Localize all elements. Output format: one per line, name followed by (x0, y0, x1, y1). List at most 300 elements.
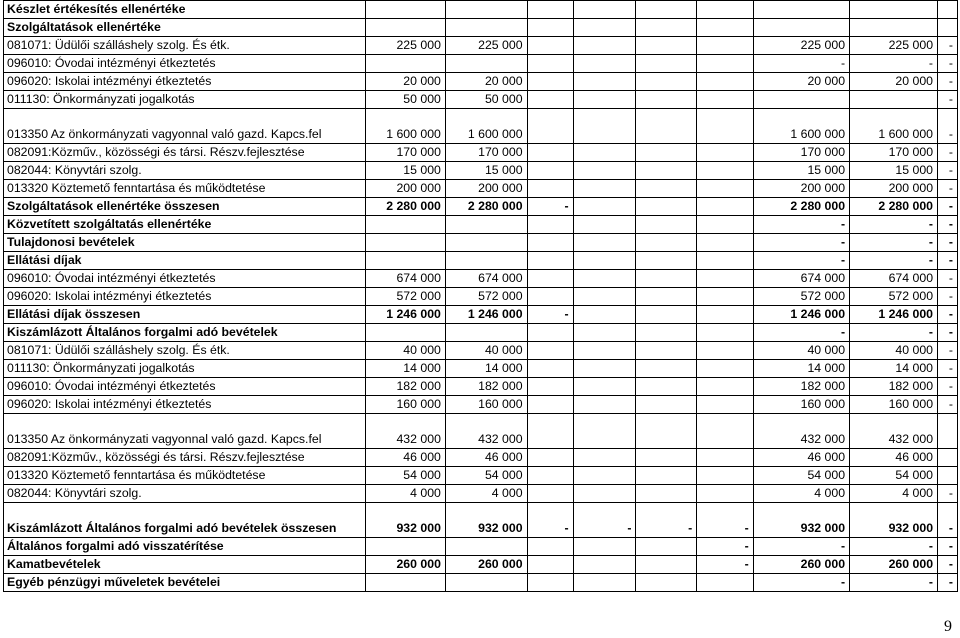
value-cell (697, 37, 754, 55)
value-cell: 40 000 (366, 342, 446, 360)
value-cell: - (938, 538, 958, 556)
value-cell: 200 000 (753, 180, 849, 198)
row-label: 081071: Üdülői szálláshely szolg. És étk. (4, 37, 366, 55)
value-cell: 572 000 (753, 288, 849, 306)
value-cell (697, 467, 754, 485)
value-cell: 260 000 (753, 556, 849, 574)
value-cell (697, 485, 754, 503)
value-cell: 14 000 (445, 360, 527, 378)
value-cell (573, 37, 636, 55)
value-cell: 674 000 (445, 270, 527, 288)
value-cell (697, 324, 754, 342)
value-cell (573, 556, 636, 574)
value-cell: 50 000 (366, 91, 446, 109)
value-cell: 20 000 (366, 73, 446, 91)
value-cell (636, 162, 697, 180)
table-row (4, 378, 958, 396)
table-row (4, 144, 958, 162)
value-cell: - (938, 55, 958, 73)
value-cell (697, 252, 754, 270)
value-cell: 260 000 (445, 556, 527, 574)
row-label: 096010: Óvodai intézményi étkeztetés (4, 378, 366, 396)
value-cell: - (527, 198, 573, 216)
value-cell (573, 55, 636, 73)
table-row (4, 162, 958, 180)
value-cell: 4 000 (366, 485, 446, 503)
value-cell (573, 144, 636, 162)
value-cell: - (938, 270, 958, 288)
value-cell: 200 000 (445, 180, 527, 198)
value-cell: - (938, 574, 958, 592)
value-cell: - (938, 180, 958, 198)
value-cell: - (938, 360, 958, 378)
value-cell: 54 000 (850, 467, 938, 485)
row-label: Kiszámlázott Általános forgalmi adó bevételek (4, 324, 366, 342)
row-label: 013350 Az önkormányzati vagyonnal való gazd. Kapcs.fel (4, 109, 366, 144)
value-cell (573, 1, 636, 19)
value-cell (527, 73, 573, 91)
value-cell: - (938, 198, 958, 216)
value-cell (573, 485, 636, 503)
row-label: 096010: Óvodai intézményi étkeztetés (4, 270, 366, 288)
value-cell (527, 378, 573, 396)
value-cell: - (938, 342, 958, 360)
value-cell (697, 270, 754, 288)
value-cell: - (850, 252, 938, 270)
table-row (4, 37, 958, 55)
table-row (4, 556, 958, 574)
table-row (4, 360, 958, 378)
value-cell (636, 234, 697, 252)
value-cell: - (938, 216, 958, 234)
value-cell: - (850, 55, 938, 73)
value-cell (573, 574, 636, 592)
value-cell: 432 000 (445, 414, 527, 449)
value-cell: 160 000 (366, 396, 446, 414)
value-cell: 160 000 (753, 396, 849, 414)
value-cell (636, 270, 697, 288)
value-cell: 432 000 (366, 414, 446, 449)
value-cell (573, 234, 636, 252)
value-cell: 182 000 (445, 378, 527, 396)
value-cell: - (938, 73, 958, 91)
value-cell: 2 280 000 (366, 198, 446, 216)
value-cell: - (938, 556, 958, 574)
value-cell (573, 252, 636, 270)
value-cell: 572 000 (445, 288, 527, 306)
value-cell: - (753, 252, 849, 270)
value-cell: 572 000 (850, 288, 938, 306)
value-cell: - (697, 503, 754, 538)
row-label: 013350 Az önkormányzati vagyonnal való gazd. Kapcs.fel (4, 414, 366, 449)
value-cell (445, 252, 527, 270)
row-label: Szolgáltatások ellenértéke összesen (4, 198, 366, 216)
value-cell (366, 252, 446, 270)
value-cell: - (636, 503, 697, 538)
value-cell (636, 144, 697, 162)
value-cell (636, 396, 697, 414)
value-cell (445, 324, 527, 342)
value-cell: - (753, 324, 849, 342)
table-row (4, 1, 958, 19)
value-cell: 932 000 (753, 503, 849, 538)
row-label: 082091:Közműv., közösségi és társi. Részv.fejlesztése (4, 449, 366, 467)
value-cell: 932 000 (366, 503, 446, 538)
value-cell: 4 000 (850, 485, 938, 503)
value-cell: - (573, 503, 636, 538)
row-label: 082091:Közműv., közösségi és társi. Részv.fejlesztése (4, 144, 366, 162)
value-cell (527, 396, 573, 414)
value-cell (697, 414, 754, 449)
value-cell: 170 000 (753, 144, 849, 162)
value-cell: 1 600 000 (753, 109, 849, 144)
value-cell (636, 252, 697, 270)
value-cell: 1 246 000 (445, 306, 527, 324)
value-cell (697, 342, 754, 360)
value-cell (636, 1, 697, 19)
value-cell (445, 19, 527, 37)
value-cell (850, 19, 938, 37)
value-cell: - (938, 396, 958, 414)
value-cell: - (753, 574, 849, 592)
value-cell: - (850, 538, 938, 556)
value-cell (938, 414, 958, 449)
value-cell: - (753, 234, 849, 252)
value-cell (636, 324, 697, 342)
value-cell (636, 198, 697, 216)
value-cell (527, 19, 573, 37)
value-cell: 572 000 (366, 288, 446, 306)
value-cell: 432 000 (753, 414, 849, 449)
value-cell (636, 467, 697, 485)
value-cell (366, 19, 446, 37)
value-cell: 54 000 (753, 467, 849, 485)
value-cell: 15 000 (753, 162, 849, 180)
value-cell: 14 000 (366, 360, 446, 378)
value-cell: 260 000 (850, 556, 938, 574)
value-cell (445, 55, 527, 73)
value-cell (636, 574, 697, 592)
value-cell: 160 000 (850, 396, 938, 414)
value-cell: - (938, 324, 958, 342)
value-cell (573, 91, 636, 109)
value-cell (636, 538, 697, 556)
value-cell (573, 180, 636, 198)
table-row (4, 485, 958, 503)
value-cell (636, 449, 697, 467)
value-cell (573, 198, 636, 216)
value-cell (527, 414, 573, 449)
value-cell (366, 234, 446, 252)
value-cell: - (938, 144, 958, 162)
value-cell: - (938, 288, 958, 306)
value-cell (573, 467, 636, 485)
value-cell: 225 000 (366, 37, 446, 55)
value-cell: 50 000 (445, 91, 527, 109)
value-cell (573, 360, 636, 378)
value-cell (636, 109, 697, 144)
value-cell: - (938, 252, 958, 270)
value-cell: 40 000 (850, 342, 938, 360)
value-cell: - (697, 556, 754, 574)
value-cell (697, 1, 754, 19)
value-cell: - (753, 216, 849, 234)
row-label: Kiszámlázott Általános forgalmi adó bevételek összesen (4, 503, 366, 538)
row-label: Készlet értékesítés ellenértéke (4, 1, 366, 19)
value-cell (445, 234, 527, 252)
value-cell: 160 000 (445, 396, 527, 414)
row-label: Tulajdonosi bevételek (4, 234, 366, 252)
value-cell: 1 246 000 (850, 306, 938, 324)
value-cell (938, 1, 958, 19)
table-row (4, 467, 958, 485)
value-cell (573, 396, 636, 414)
row-label: Kamatbevételek (4, 556, 366, 574)
value-cell (697, 449, 754, 467)
value-cell (636, 216, 697, 234)
value-cell (527, 342, 573, 360)
value-cell (697, 306, 754, 324)
value-cell (697, 19, 754, 37)
value-cell: 182 000 (850, 378, 938, 396)
value-cell (527, 162, 573, 180)
value-cell: - (697, 538, 754, 556)
value-cell (445, 574, 527, 592)
value-cell (527, 449, 573, 467)
table-row (4, 414, 958, 449)
value-cell: 40 000 (753, 342, 849, 360)
value-cell: 674 000 (366, 270, 446, 288)
value-cell (573, 306, 636, 324)
value-cell (697, 216, 754, 234)
value-cell (527, 324, 573, 342)
value-cell (636, 55, 697, 73)
value-cell (697, 396, 754, 414)
table-row (4, 538, 958, 556)
value-cell (573, 342, 636, 360)
value-cell: 182 000 (753, 378, 849, 396)
value-cell (938, 449, 958, 467)
value-cell: 225 000 (445, 37, 527, 55)
value-cell (527, 144, 573, 162)
table-row (4, 234, 958, 252)
value-cell: 1 600 000 (445, 109, 527, 144)
row-label: Közvetített szolgáltatás ellenértéke (4, 216, 366, 234)
value-cell: - (850, 324, 938, 342)
value-cell (850, 91, 938, 109)
value-cell: - (753, 55, 849, 73)
value-cell: - (938, 234, 958, 252)
table-row (4, 396, 958, 414)
value-cell (697, 574, 754, 592)
value-cell: - (938, 485, 958, 503)
value-cell: 20 000 (850, 73, 938, 91)
row-label: Ellátási díjak (4, 252, 366, 270)
value-cell (636, 378, 697, 396)
value-cell: 200 000 (850, 180, 938, 198)
value-cell (573, 270, 636, 288)
value-cell (366, 574, 446, 592)
value-cell (573, 216, 636, 234)
table-row (4, 288, 958, 306)
value-cell: - (938, 109, 958, 144)
value-cell (636, 360, 697, 378)
value-cell: 1 600 000 (366, 109, 446, 144)
table-row (4, 180, 958, 198)
value-cell: 2 280 000 (753, 198, 849, 216)
value-cell (636, 485, 697, 503)
value-cell: 46 000 (753, 449, 849, 467)
value-cell: 932 000 (445, 503, 527, 538)
value-cell (636, 414, 697, 449)
value-cell (636, 37, 697, 55)
value-cell (527, 1, 573, 19)
value-cell (527, 485, 573, 503)
value-cell: 46 000 (850, 449, 938, 467)
value-cell (366, 1, 446, 19)
value-cell: 674 000 (850, 270, 938, 288)
value-cell: 20 000 (753, 73, 849, 91)
table-row (4, 73, 958, 91)
table-row (4, 342, 958, 360)
value-cell: 14 000 (753, 360, 849, 378)
value-cell (753, 1, 849, 19)
value-cell (697, 234, 754, 252)
value-cell (697, 55, 754, 73)
value-cell: 182 000 (366, 378, 446, 396)
row-label: Általános forgalmi adó visszatérítése (4, 538, 366, 556)
value-cell: 1 246 000 (753, 306, 849, 324)
row-label: Ellátási díjak összesen (4, 306, 366, 324)
value-cell (636, 180, 697, 198)
row-label: 082044: Könyvtári szolg. (4, 162, 366, 180)
value-cell: 54 000 (366, 467, 446, 485)
value-cell (573, 19, 636, 37)
table-row (4, 91, 958, 109)
value-cell (636, 306, 697, 324)
value-cell (697, 360, 754, 378)
value-cell (366, 55, 446, 73)
value-cell (366, 324, 446, 342)
value-cell (573, 288, 636, 306)
value-cell (753, 19, 849, 37)
value-cell (938, 467, 958, 485)
value-cell: 1 246 000 (366, 306, 446, 324)
value-cell: - (938, 162, 958, 180)
table-row (4, 449, 958, 467)
row-label: 096010: Óvodai intézményi étkeztetés (4, 55, 366, 73)
row-label: 011130: Önkormányzati jogalkotás (4, 91, 366, 109)
value-cell: - (938, 91, 958, 109)
value-cell (636, 342, 697, 360)
table-row (4, 503, 958, 538)
value-cell (527, 556, 573, 574)
value-cell (445, 538, 527, 556)
value-cell (573, 109, 636, 144)
budget-table (3, 0, 958, 592)
value-cell: - (850, 574, 938, 592)
value-cell: 170 000 (445, 144, 527, 162)
value-cell (697, 180, 754, 198)
value-cell (527, 538, 573, 556)
value-cell: 40 000 (445, 342, 527, 360)
value-cell (938, 19, 958, 37)
value-cell (366, 538, 446, 556)
value-cell (573, 414, 636, 449)
value-cell: 54 000 (445, 467, 527, 485)
value-cell (636, 91, 697, 109)
table-row (4, 55, 958, 73)
value-cell (697, 162, 754, 180)
value-cell (527, 55, 573, 73)
table-row (4, 574, 958, 592)
value-cell: 432 000 (850, 414, 938, 449)
table-row (4, 198, 958, 216)
value-cell: - (938, 306, 958, 324)
row-label: 096020: Iskolai intézményi étkeztetés (4, 288, 366, 306)
value-cell: 46 000 (445, 449, 527, 467)
value-cell: 170 000 (850, 144, 938, 162)
value-cell: 674 000 (753, 270, 849, 288)
value-cell (573, 538, 636, 556)
table-row (4, 306, 958, 324)
value-cell: 225 000 (850, 37, 938, 55)
value-cell (636, 73, 697, 91)
row-label: 082044: Könyvtári szolg. (4, 485, 366, 503)
value-cell (527, 360, 573, 378)
value-cell (573, 162, 636, 180)
value-cell (527, 109, 573, 144)
value-cell: 4 000 (445, 485, 527, 503)
value-cell (697, 144, 754, 162)
value-cell: 932 000 (850, 503, 938, 538)
value-cell (366, 216, 446, 234)
value-cell (573, 449, 636, 467)
value-cell (636, 556, 697, 574)
table-row (4, 216, 958, 234)
value-cell: - (938, 378, 958, 396)
value-cell (527, 288, 573, 306)
value-cell (697, 109, 754, 144)
value-cell (573, 324, 636, 342)
value-cell (527, 467, 573, 485)
table-row (4, 252, 958, 270)
value-cell (697, 91, 754, 109)
table-row (4, 324, 958, 342)
table-row (4, 270, 958, 288)
page-number: 9 (944, 618, 952, 635)
value-cell (527, 252, 573, 270)
value-cell: 15 000 (445, 162, 527, 180)
value-cell (527, 270, 573, 288)
value-cell (697, 198, 754, 216)
value-cell: 46 000 (366, 449, 446, 467)
value-cell: 20 000 (445, 73, 527, 91)
value-cell (527, 180, 573, 198)
value-cell: - (850, 216, 938, 234)
value-cell: 15 000 (366, 162, 446, 180)
value-cell (850, 1, 938, 19)
value-cell (527, 37, 573, 55)
value-cell: - (527, 503, 573, 538)
value-cell: - (938, 37, 958, 55)
value-cell (527, 574, 573, 592)
value-cell (753, 91, 849, 109)
value-cell (527, 91, 573, 109)
row-label: Szolgáltatások ellenértéke (4, 19, 366, 37)
row-label: 096020: Iskolai intézményi étkeztetés (4, 396, 366, 414)
value-cell: 260 000 (366, 556, 446, 574)
